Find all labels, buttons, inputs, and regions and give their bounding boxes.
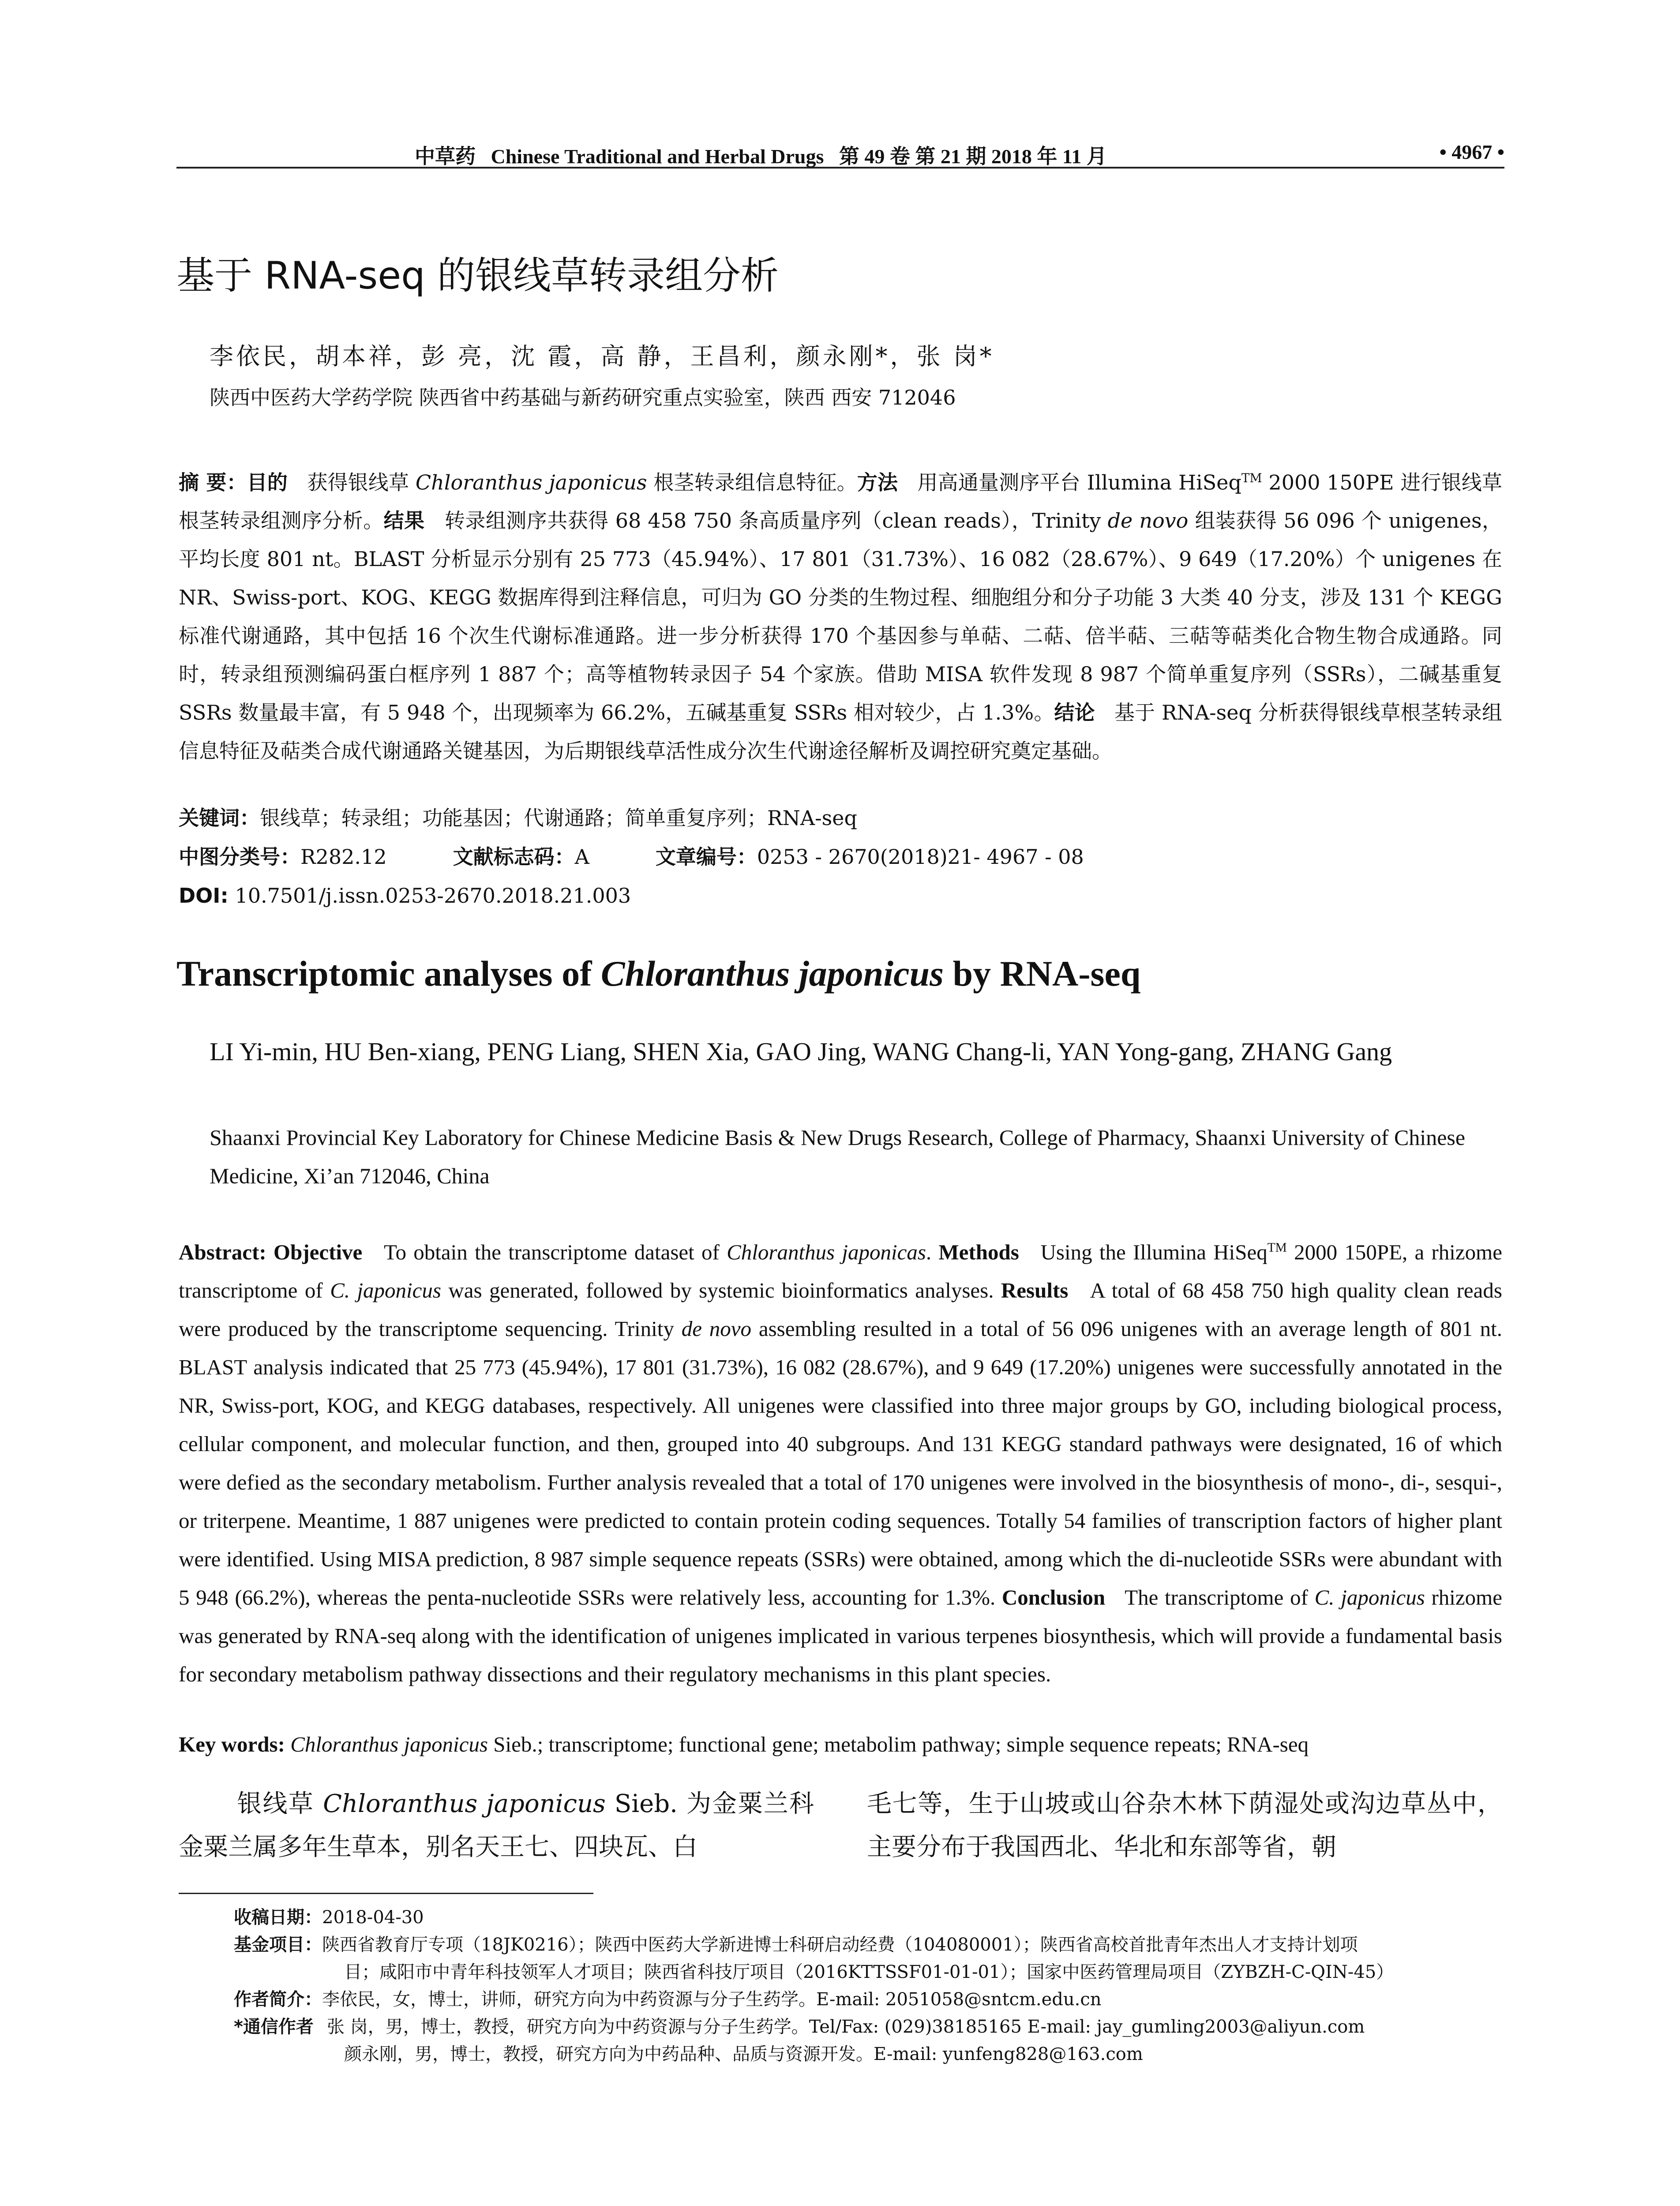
en-title-text-2: by RNA-seq: [943, 953, 1141, 994]
fn-corr-value: 张 岗，男，博士，教授，研究方向为中药资源与分子生药学。Tel/Fax: (029)38185165 E-mail: jay_gumling2003@aliyun.com: [326, 2017, 1365, 2037]
en-conclusion-label: Conclusion: [1001, 1585, 1106, 1610]
cn-methods-text: 用高通量测序平台 Illumina HiSeq: [917, 470, 1241, 495]
cn-results-text-2: 组装获得 56 096 个 unigenes，平均长度 801 nt。BLAST 分析显示分别有 25 773（45.94%）、17 801（31.73%）、16 082（28.67%）、9 649（17.20%）个 unigenes 在 NR、Swiss-port、KOG、KEGG 数据库得到注释信息，可归为 GO 分类的生物过程、细胞组分和分子功能 3 大类 40 分支，涉及 131 个 KEGG 标准代谢通路，其中包括 16 个次生代谢标准通路。进一步分析获得 170 个基因参与单萜、二萜、倍半萜、三萜等萜类化合物生物合成通路。同时，转录组预测编码蛋白框序列 1 887 个；高等植物转录因子 54 个家族。借助 MISA 软件发现 8 987 个简单重复序列（SSRs），二碱基重复 SSRs 数量最丰富，有 5 948 个，出现频率为 66.2%，五碱基重复 SSRs 相对较少，占 1.3%。: [179, 509, 1503, 725]
en-methods-label: Methods: [938, 1240, 1019, 1264]
en-methods-text-2: 2000 150PE, a rhizome transcriptome of: [179, 1240, 1503, 1303]
running-header: [176, 140, 1504, 169]
cn-objective-species: Chloranthus japonicus: [415, 470, 647, 495]
en-title-text: Transcriptomic analyses of: [176, 953, 601, 994]
en-keywords-species: Chloranthus japonicus: [290, 1732, 488, 1756]
en-objective-species: Chloranthus japonicas: [727, 1240, 926, 1264]
cn-title: 基于 RNA-seq 的银线草转录组分析: [176, 254, 779, 298]
issue-info: 第 49 卷 第 21 期 2018 年 11 月: [839, 145, 1107, 168]
en-authors: LI Yi-min, HU Ben-xiang, PENG Liang, SHEN Xia, GAO Jing, WANG Chang-li, YAN Yong-gang, ZHANG Gang: [210, 1037, 1392, 1066]
fn-corr: [234, 2013, 1509, 2041]
cn-results-denovo: de novo: [1107, 509, 1189, 533]
article-no-value: 0253 - 2670(2018)21- 4967 - 08: [757, 845, 1084, 869]
en-title: [176, 953, 1140, 994]
en-affiliation: Shaanxi Provincial Key Laboratory for Chinese Medicine Basis & New Drugs Research, College of Pharmacy, Shaanxi University of Chinese Medicine, Xi’an 712046, China: [210, 1125, 1466, 1188]
en-objective-text: To obtain the transcriptome dataset of: [384, 1240, 727, 1264]
cn-methods-tm: TM: [1241, 471, 1262, 485]
footnotes: [234, 1904, 1509, 2068]
fn-fund-cont: 目；咸阳市中青年科技领军人才项目；陕西省科技厅项目（2016KTTSSF01-01-01）；国家中医药管理局项目（ZYBZH-C-QIN-45）: [344, 1962, 1394, 1982]
fn-received-label: 收稿日期：: [234, 1907, 322, 1928]
cn-keywords-label: 关键词：: [179, 806, 260, 830]
en-conclusion-species: C. japonicus: [1314, 1585, 1425, 1610]
doccode-label: 文献标志码：: [453, 845, 575, 869]
cn-methods-text-2: 2000 150PE 进行银线草根茎转录组测序分析。: [179, 470, 1503, 533]
page-number: • 4967 •: [1439, 141, 1504, 163]
fn-corr-label: *通信作者: [234, 2017, 314, 2037]
cn-results-label: 结果: [383, 509, 425, 533]
journal-en: Chinese Traditional and Herbal Drugs: [491, 145, 824, 168]
clc-label: 中图分类号：: [179, 845, 300, 869]
article-no-label: 文章编号：: [655, 845, 757, 869]
cn-conclusion-text: 基于 RNA-seq 分析获得银线草根茎转录组信息特征及萜类合成代谢通路关键基因，为后期银线草活性成分次生代谢途径解析及调控研究奠定基础。: [179, 701, 1502, 763]
en-results-denovo: de novo: [681, 1317, 752, 1341]
en-conclusion-text: The transcriptome of: [1125, 1585, 1315, 1610]
journal-line: [415, 140, 1107, 169]
en-methods-text-3: was generated, followed by systemic bioinformatics analyses.: [441, 1278, 994, 1303]
cn-meta: [179, 799, 1084, 915]
cn-objective-label: 目的: [247, 470, 288, 495]
en-results-text-2: assembling resulted in a total of 56 096 unigenes with an average length of 801 nt. BLAST analysis indicated that 25 773 (45.94%), 17 801 (31.73%), 16 082 (28.67%), and 9 649 (17.20%) unigenes were successfully annotated in the NR, Swiss-port, KOG, and KEGG databases, respectively. All unigenes were classified into three major groups by GO, including biological process, cellular component, and molecular function, and then, grouped into 40 subgroups. And 131 KEGG standard pathways were designated, 16 of which were defied as the secondary metabolism. Further analysis revealed that a total of 170 unigenes were involved in the biosynthesis of mono-, di-, sesqui-, or triterpene. Meantime, 1 887 unigenes were predicted to contain protein coding sequences. Totally 54 families of transcription factors of higher plant were identified. Using MISA prediction, 8 987 simple sequence repeats (SSRs) were obtained, among which the di-nucleotide SSRs were abundant with 5 948 (66.2%), whereas the penta-nucleotide SSRs were relatively less, accounting for 1.3%.: [179, 1317, 1502, 1610]
en-results-text: A total of 68 458 750 high quality clean reads were produced by the transcriptome sequencing. Trinity: [179, 1278, 1502, 1341]
fn-received: [234, 1904, 1509, 1931]
en-keywords: [179, 1725, 1502, 1763]
footnote-divider: [179, 1893, 593, 1894]
cn-objective-text-2: 根茎转录组信息特征。: [647, 470, 857, 495]
body-left-text: 银线草: [236, 1790, 323, 1818]
en-conclusion-text-2: rhizome was generated by RNA-seq along with the identification of unigenes implicated in various terpenes biosynthesis, which will provide a fundamental basis for secondary metabolism pathway dissections and their regulatory mechanisms in this plant species.: [179, 1585, 1503, 1687]
clc-value: R282.12: [300, 845, 387, 869]
fn-received-value: 2018-04-30: [322, 1907, 424, 1928]
en-keywords-label: Key words:: [179, 1732, 285, 1756]
cn-classification-row: [179, 837, 1084, 876]
doi-row: [179, 876, 1084, 915]
body-left-text-2: Sieb. 为金粟兰科金粟兰属多年生草本，别名天王七、四块瓦、白: [179, 1790, 814, 1861]
cn-keywords: 银线草；转录组；功能基因；代谢通路；简单重复序列；RNA-seq: [260, 806, 857, 830]
en-keywords-rest: Sieb.; transcriptome; functional gene; metabolim pathway; simple sequence repeats; RNA-seq: [488, 1732, 1309, 1756]
fn-corr-cont: 颜永刚，男，博士，教授，研究方向为中药品种、品质与资源开发。E-mail: yunfeng828@163.com: [344, 2044, 1143, 2064]
doi-label: DOI:: [179, 884, 229, 908]
en-abstract-label: Abstract: Objective: [179, 1240, 363, 1264]
cn-results-text: 转录组测序共获得 68 458 750 条高质量序列（clean reads），Trinity: [444, 509, 1108, 533]
body-column-right: 毛七等，生于山坡或山谷杂木林下荫湿处或沟边草丛中，主要分布于我国西北、华北和东部等省，朝: [867, 1790, 1502, 1861]
cn-objective-text: 获得银线草: [307, 470, 416, 495]
cn-abstract-label: 摘 要：: [179, 470, 247, 495]
cn-conclusion-label: 结论: [1054, 701, 1095, 725]
fn-fund-label: 基金项目：: [234, 1935, 322, 1955]
cn-authors: 李依民，胡本祥，彭 亮，沈 霞，高 静，王昌利，颜永刚*，张 岗*: [210, 342, 994, 370]
en-methods-tm: TM: [1267, 1241, 1287, 1255]
fn-fund-value: 陕西省教育厅专项（18JK0216）；陕西中医药大学新进博士科研启动经费（104080001）；陕西省高校首批青年杰出人才支持计划项: [322, 1935, 1358, 1955]
en-methods-text: Using the Illumina HiSeq: [1040, 1240, 1268, 1264]
en-objective-text-2: .: [926, 1240, 932, 1264]
body-column-left: [179, 1782, 814, 1869]
doccode-value: A: [574, 845, 589, 869]
fn-bio: [234, 1986, 1509, 2013]
doi-value[interactable]: 10.7501/j.issn.0253-2670.2018.21.003: [235, 884, 631, 908]
en-title-species: Chloranthus japonicus: [600, 953, 944, 994]
journal-cn: 中草药: [415, 145, 476, 168]
cn-affiliation: 陕西中医药大学药学院 陕西省中药基础与新药研究重点实验室，陕西 西安 712046: [210, 386, 956, 409]
fn-fund: [234, 1931, 1509, 1958]
en-results-label: Results: [1001, 1278, 1069, 1303]
en-methods-species: C. japonicus: [330, 1278, 441, 1303]
cn-keywords-row: [179, 799, 1084, 837]
fn-bio-value: 李依民，女，博士，讲师，研究方向为中药资源与分子生药学。E-mail: 2051058@sntcm.edu.cn: [322, 1989, 1102, 2010]
cn-methods-label: 方法: [857, 470, 898, 495]
en-abstract: [179, 1229, 1502, 1693]
cn-abstract: [179, 459, 1502, 770]
body-left-species: Chloranthus japonicus: [323, 1790, 606, 1818]
fn-bio-label: 作者简介：: [234, 1989, 322, 2010]
